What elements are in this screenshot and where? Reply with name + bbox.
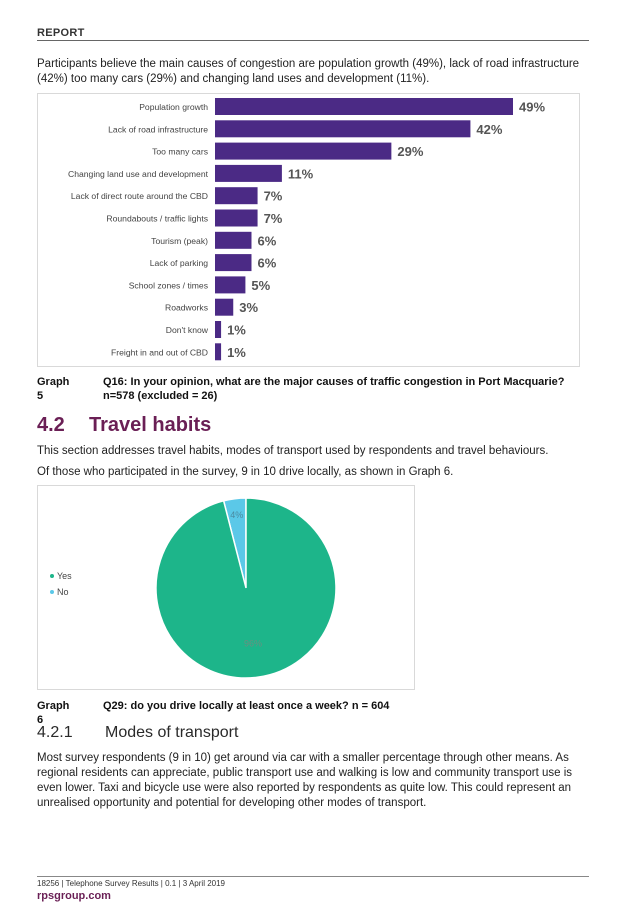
bar-value-label: 6% bbox=[257, 255, 277, 271]
drive-locally-pie-chart bbox=[38, 486, 414, 689]
graph5-frame bbox=[37, 93, 580, 367]
header-divider bbox=[37, 40, 589, 41]
bar-value-label: 29% bbox=[397, 144, 424, 160]
section-4-2-1-number: 4.2.1 bbox=[37, 724, 73, 741]
section-4-2-heading bbox=[37, 414, 211, 437]
bar-category-label: Lack of parking bbox=[149, 258, 208, 269]
bar-category-label: Lack of road infrastructure bbox=[108, 124, 208, 135]
pie-value-label: 4% bbox=[230, 509, 244, 520]
intro-paragraph: Participants believe the main causes of congestion are population growth (49%), lack of road infrastructure (42%) too many cars (29%) and changing land uses and development (11%). bbox=[37, 58, 580, 85]
legend-marker bbox=[50, 574, 54, 578]
legend-label: No bbox=[57, 587, 69, 597]
bar-category-label: Lack of direct route around the CBD bbox=[70, 191, 208, 202]
bar-value-label: 1% bbox=[227, 322, 246, 338]
graph5-caption-text: Q16: In your opinion, what are the major causes of traffic congestion in Port Macquarie? n=578 (excluded = 26) bbox=[103, 376, 565, 402]
graph6-number: Graph 6 bbox=[37, 700, 70, 726]
bar-value-label: 7% bbox=[263, 211, 283, 226]
bar bbox=[215, 98, 513, 115]
graph6-caption-text: Q29: do you drive locally at least once a week? n = 604 bbox=[103, 700, 390, 712]
bar bbox=[215, 232, 251, 249]
footer-brand-link[interactable]: rpsgroup.com bbox=[37, 890, 111, 902]
bar-value-label: 42% bbox=[476, 121, 503, 137]
bar-value-label: 3% bbox=[239, 300, 259, 316]
bar bbox=[215, 254, 251, 271]
legend-marker bbox=[50, 590, 54, 594]
bar-value-label: 6% bbox=[257, 233, 277, 249]
bar-value-label: 11% bbox=[287, 166, 314, 182]
bar bbox=[215, 210, 258, 227]
report-header: REPORT bbox=[37, 27, 85, 39]
section-4-2-paragraph-2: Of those who participated in the survey, 9 in 10 drive locally, as shown in Graph 6. bbox=[37, 466, 454, 478]
section-4-2-title: Travel habits bbox=[89, 414, 212, 436]
bar-category-label: Population growth bbox=[139, 102, 208, 112]
bar-category-label: Roadworks bbox=[165, 302, 208, 313]
footer-info: 18256 | Telephone Survey Results | 0.1 | 3 April 2019 bbox=[37, 879, 225, 888]
pie-value-label: 96% bbox=[243, 638, 263, 649]
section-4-2-1-paragraph: Most survey respondents (9 in 10) get around via car with a smaller percentage through other means. As regional residents can appreciate, public transport use and walking is low and community transport use is even lower. Taxi and bicycle use were also reported by respondents as quite low. This could represent an unrealised opportunity and potential for developing other modes of transport. bbox=[37, 752, 573, 809]
causes-bar-chart bbox=[38, 94, 579, 366]
graph6-frame bbox=[37, 485, 415, 690]
section-4-2-1-title: Modes of transport bbox=[105, 724, 239, 741]
bar-value-label: 1% bbox=[227, 344, 246, 360]
bar bbox=[215, 120, 470, 137]
bar-category-label: School zones / times bbox=[128, 280, 208, 291]
bar bbox=[215, 165, 282, 182]
bar bbox=[215, 143, 391, 160]
bar-value-label: 7% bbox=[263, 188, 283, 204]
bar-category-label: Roundabouts / traffic lights bbox=[106, 213, 208, 224]
bar bbox=[215, 343, 221, 360]
bar-value-label: 5% bbox=[251, 277, 271, 293]
footer-divider bbox=[37, 876, 589, 877]
bar bbox=[215, 276, 245, 293]
bar-category-label: Don't know bbox=[165, 325, 208, 335]
graph5-number: Graph 5 bbox=[37, 376, 70, 402]
bar-category-label: Changing land use and development bbox=[68, 168, 208, 179]
legend-label: Yes bbox=[57, 571, 72, 581]
bar-value-label: 49% bbox=[519, 99, 546, 115]
bar-category-label: Freight in and out of CBD bbox=[111, 347, 208, 358]
section-4-2-number: 4.2 bbox=[37, 414, 65, 436]
bar bbox=[215, 187, 258, 204]
bar-category-label: Too many cars bbox=[152, 146, 208, 157]
bar bbox=[215, 321, 221, 338]
bar-category-label: Tourism (peak) bbox=[151, 235, 208, 246]
bar bbox=[215, 299, 233, 316]
section-4-2-paragraph-1: This section addresses travel habits, modes of transport used by respondents and travel behaviours. bbox=[37, 445, 549, 457]
section-4-2-1-heading bbox=[37, 724, 238, 742]
pie-slice-yes bbox=[156, 498, 336, 678]
